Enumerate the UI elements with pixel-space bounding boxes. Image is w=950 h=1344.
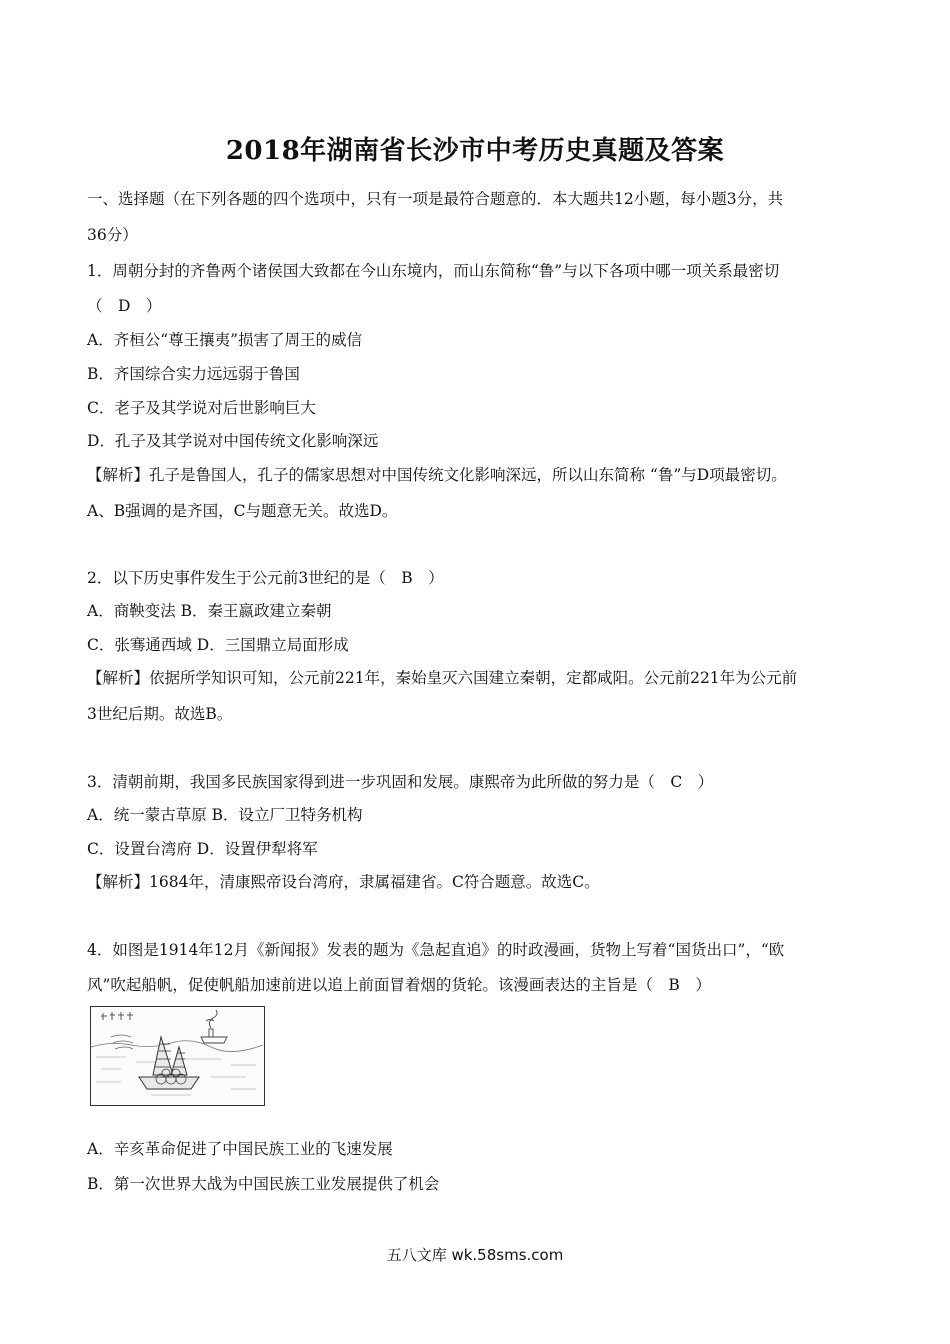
q1-option-a: A．齐桓公“尊王攘夷”损害了周王的威信	[87, 331, 363, 349]
section-intro-line-1: 一、选择题（在下列各题的四个选项中，只有一项是最符合题意的．本大题共12小题，每小题3分，共	[87, 190, 784, 208]
q1-stem-line-1: 1．周朝分封的齐鲁两个诸侯国大致都在今山东境内，而山东简称“鲁”与以下各项中哪一项关系最密切	[87, 262, 780, 280]
footer-watermark: 五八文库 wk.58sms.com	[386, 1246, 564, 1264]
q4-stem-line-1: 4．如图是1914年12月《新闻报》发表的题为《急起直追》的时政漫画，货物上写着“国货出口”，“欧	[87, 941, 785, 959]
q1-analysis-line-1: 【解析】孔子是鲁国人，孔子的儒家思想对中国传统文化影响深远，所以山东简称 “鲁”与D项最密切。	[87, 466, 787, 484]
cartoon-image	[90, 1006, 265, 1106]
q4-option-b: B．第一次世界大战为中国民族工业发展提供了机会	[87, 1175, 440, 1193]
q4-stem-line-2: 风”吹起船帆，促使帆船加速前进以追上前面冒着烟的货轮。该漫画表达的主旨是（ B ）	[87, 976, 711, 994]
q2-stem: 2．以下历史事件发生于公元前3世纪的是（ B ）	[87, 569, 444, 587]
q3-options-line-1: A．统一蒙古草原 B．设立厂卫特务机构	[87, 806, 363, 824]
q3-options-line-2: C．设置台湾府 D．设置伊犁将军	[87, 840, 318, 858]
q2-options-line-2: C．张骞通西域 D．三国鼎立局面形成	[87, 636, 349, 654]
q4-option-a: A．辛亥革命促进了中国民族工业的飞速发展	[87, 1140, 393, 1158]
q3-analysis: 【解析】1684年，清康熙帝设台湾府，隶属福建省。C符合题意。故选C。	[87, 873, 600, 891]
q1-option-d: D．孔子及其学说对中国传统文化影响深远	[87, 432, 379, 450]
q1-analysis-line-2: A、B强调的是齐国，C与题意无关。故选D。	[87, 502, 398, 520]
page-title: 2018年湖南省长沙市中考历史真题及答案	[225, 136, 725, 166]
section-intro-line-2: 36分）	[87, 226, 138, 244]
q3-stem: 3．清朝前期，我国多民族国家得到进一步巩固和发展。康熙帝为此所做的努力是（ C ）	[87, 773, 714, 791]
q2-analysis-line-2: 3世纪后期。故选B。	[87, 705, 233, 723]
q1-stem-line-2: （ D ）	[87, 297, 162, 315]
q1-option-b: B．齐国综合实力远远弱于鲁国	[87, 365, 300, 383]
q1-option-c: C．老子及其学说对后世影响巨大	[87, 399, 316, 417]
q2-analysis-line-1: 【解析】依据所学知识可知，公元前221年，秦始皇灭六国建立秦朝，定都咸阳。公元前221年为公元前	[87, 669, 798, 687]
q2-options-line-1: A．商鞅变法 B．秦王嬴政建立秦朝	[87, 602, 332, 620]
